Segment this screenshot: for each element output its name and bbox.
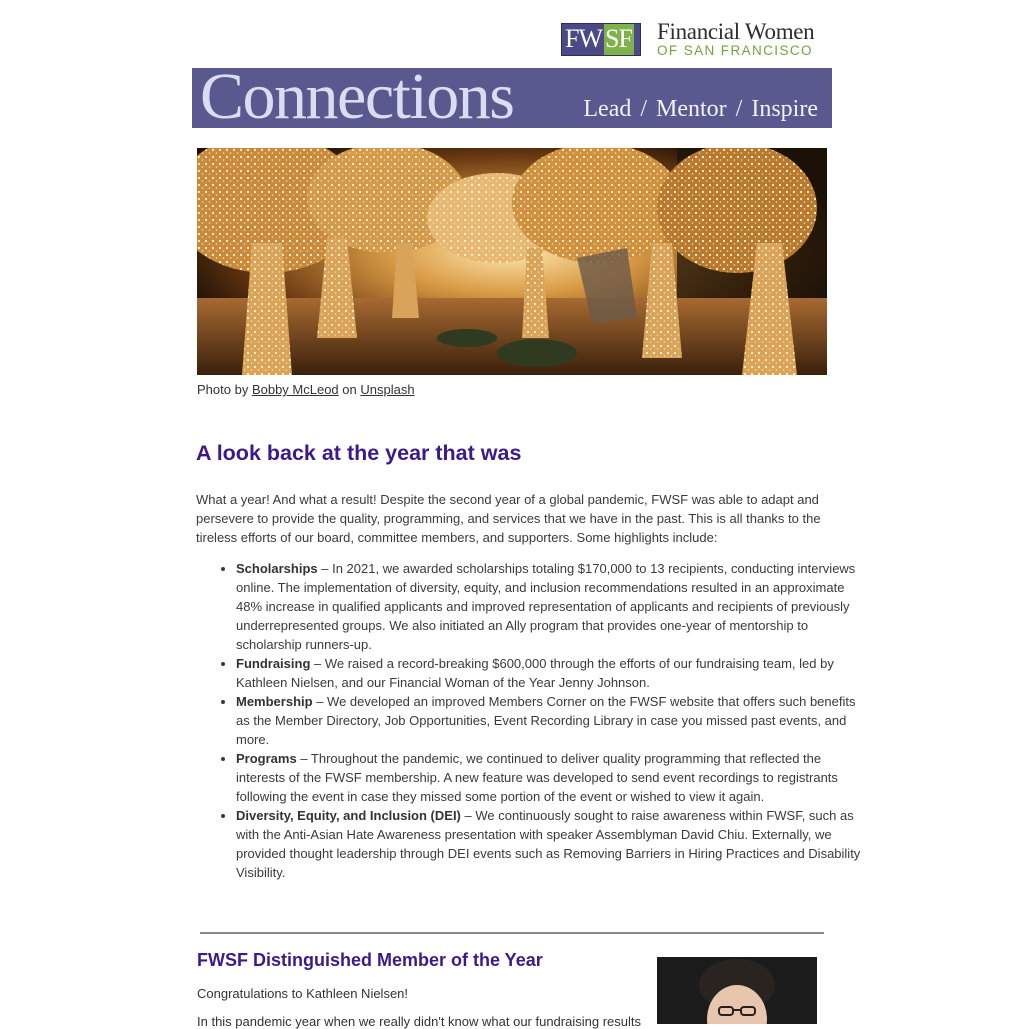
highlight-text: – Throughout the pandemic, we continued to deliver quality programming that reflected the interests of the FWSF membership. A new feature was developed to send event recordings to registrants following the event in case they missed some portion of the event or wished to view it again. (236, 751, 838, 804)
connections-banner (192, 68, 832, 128)
photo-caption (197, 382, 415, 397)
member-of-year-heading: FWSF Distinguished Member of the Year (197, 950, 543, 970)
member-portrait-image (657, 957, 817, 1024)
highlight-text: – We developed an improved Members Corner on the FWSF website that offers such benefits as the Member Directory, Job Opportunities, Event Recording Library in case you missed past events, and more. (236, 694, 856, 747)
highlight-title: Diversity, Equity, and Inclusion (DEI) (236, 808, 461, 823)
hero-lit-trees-image (197, 148, 827, 375)
section-divider (200, 932, 824, 934)
unsplash-link[interactable]: Unsplash (360, 382, 415, 397)
list-item (236, 559, 868, 654)
highlight-title: Membership (236, 694, 313, 709)
member-paragraph: In this pandemic year when we really didn't know what our fundraising results (197, 1014, 641, 1029)
caption-prefix: Photo by (197, 382, 252, 397)
banner-tagline: Lead / Mentor / Inspire (583, 96, 818, 122)
photographer-link[interactable]: Bobby McLeod (251, 382, 339, 397)
highlight-title: Programs (236, 751, 297, 766)
highlight-text: – We continuously sought to raise awareness within FWSF, such as with the Anti-Asian Hate Awareness presentation with speaker Assemblyman David Chiu. Externally, we provided thought leadership through DEI events such as Removing Barriers in Hiring Practices and Disability Visibility. (236, 808, 861, 880)
list-item (236, 692, 868, 749)
highlights-list (196, 559, 868, 882)
logo-wordmark (657, 18, 815, 58)
logo-abbr-fw: FW (565, 24, 602, 53)
congrats-line: Congratulations to Kathleen Nielsen! (197, 986, 409, 1001)
logo-line2: OF SAN FRANCISCO (657, 42, 813, 58)
highlight-text: – We raised a record-breaking $600,000 through the efforts of our fundraising team, led by Kathleen Nielsen, and our Financial Woman of the Year Jenny Johnson. (236, 656, 834, 690)
highlight-title: Fundraising (236, 656, 311, 671)
highlight-title: Scholarships (236, 561, 318, 576)
section-heading-year-review: A look back at the year that was (196, 441, 522, 465)
intro-paragraph: What a year! And what a result! Despite the second year of a global pandemic, FWSF was able to adapt and persevere to provide the quality, programming, and services that we have in the past. This is all thanks to the tireless efforts of our board, committee members, and supporters. Some highlights include: (196, 492, 821, 545)
logo-line1: Financial Women (657, 18, 815, 44)
highlight-text: – In 2021, we awarded scholarships totaling $170,000 to 13 recipients, conducting interviews online. The implementation of diversity, equity, and inclusion recommendations resulted in an approximate 48% increase in qualified applicants and improved representation of applicants and recipients of previously underrepresented groups. We also initiated an Ally program that provides one-year of mentorship to scholarship runners-up. (236, 561, 856, 652)
banner-title: Connections (200, 68, 514, 128)
list-item (236, 654, 868, 692)
logo-abbr-sf: SF (605, 24, 632, 53)
caption-mid: on (338, 382, 361, 397)
list-item (236, 749, 868, 806)
fwsf-logo[interactable] (561, 18, 815, 58)
list-item (236, 806, 868, 882)
fwsf-logo-mark (561, 23, 641, 56)
